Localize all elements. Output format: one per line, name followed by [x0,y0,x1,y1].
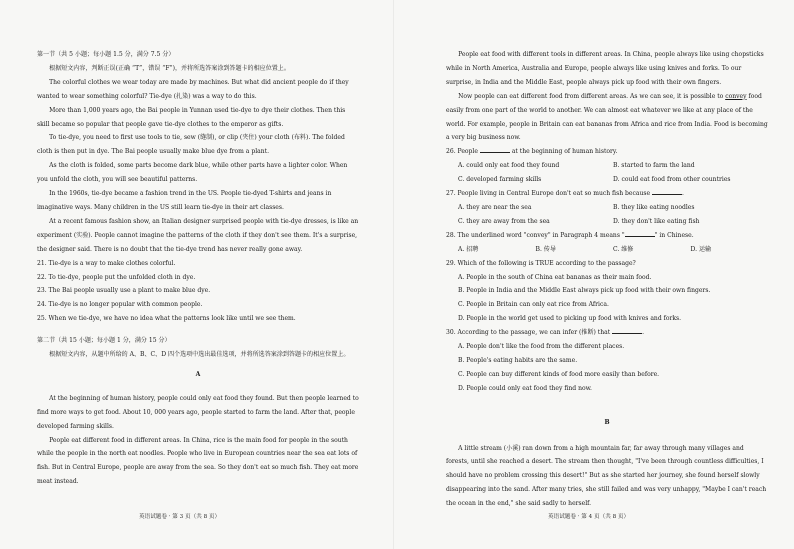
passage-paragraph: In the 1960s, tie-dye became a fashion trend in the US. People tie-dyed T-shirts and jeans in imaginative ways. Many children in the US still learn tie-dye in their art classes. [37,190,332,211]
option: B. People's eating habits are the same. [458,356,578,364]
passage-b-label: B [604,418,610,426]
left-page [37,48,359,489]
answer-blank [625,230,655,237]
question-28-options [446,243,768,257]
answer-blank [652,188,682,195]
passage-paragraph: Now people can eat different food from different areas. As we can see, it is possible to convey food easily from one part of the world to another. We can almost eat whatever we like at any place of the world. For example, people in Britain can eat bananas from Africa and rice from India. Food is becoming a very big business now. [446,92,768,142]
question-27: 27. People living in Central Europe don't eat so much fish because . [446,190,684,198]
option: C. they are away from the sea [458,217,550,225]
option: D. they don't like eating fish [613,217,700,225]
option: C. developed farming skills [458,176,542,184]
option: A. People don't like the food from the different places. [458,343,625,351]
answer-blank [480,146,510,153]
option: B. People in India and the Middle East always pick up food with their own fingers. [458,287,711,295]
page-footer-right: 英语试题卷 · 第 4 页（共 8 页） [548,514,630,520]
question-25: 25. When we tie-dye, we have no idea what the patterns look like until we see them. [37,315,296,323]
question-26: 26. People at the beginning of human history. [446,148,618,156]
passage-paragraph: At the beginning of human history, people could only eat food they found. But then people learned to find more ways to get food. About 10, 000 years ago, people started to farm the land. After that, people developed farming skills. [37,394,359,430]
passage-paragraph: People eat food with different tools in different areas. In China, people always like using chopsticks while in North America, Australia and Europe, people always like using knives and forks. To our surprise, in India and the Middle East, people always pick up food with their own fingers. [446,51,764,86]
answer-blank [612,327,642,334]
page-fold [393,0,394,549]
question-21: 21. Tie-dye is a way to make clothes colorful. [37,259,176,267]
section-1-header: 第一节（共 5 小题；每小题 1.5 分，满分 7.5 分） [37,51,175,58]
passage-paragraph: More than 1,000 years ago, the Bai people in Yunnan used tie-dye to dye their clothes. Then this skill became so popular that people gave tie-dye clothes to the emperor as gifts. [37,106,346,128]
question-23: 23. The Bai people usually use a plant to make blue dye. [37,287,211,295]
passage-a-label: A [195,370,201,378]
option: B. started to farm the land [613,162,695,170]
question-29: 29. Which of the following is TRUE according to the passage? [446,259,636,267]
option: A. 招聘 [458,245,479,253]
passage-paragraph: As the cloth is folded, some parts become dark blue, while other parts have a lighter color. When you unfold the cloth, you will see beautiful patterns. [37,162,348,184]
section-2-instructions: 根据短文内容，从题中所给的 A、B、C、D 四个选项中选出最佳选项，并将所选答案涂到答题卡的相应位置上。 [49,351,350,359]
option: D. could eat food from other countries [613,176,731,184]
option: D. People could only eat food they find now. [458,384,592,392]
option: D. People in the world get used to picking up food with knives and forks. [458,315,682,323]
option: B. 传导 [535,245,556,253]
passage-paragraph: At a recent famous fashion show, an Italian designer surprised people with tie-dye dresses, is like an experiment (实验). People cannot imagine the patterns of the cloth if they don't see them. It's a surprise, the designer said. There is no doubt that the tie-dye trend has never really gone away. [37,217,359,253]
option: A. could only eat food they found [458,162,560,170]
section-2-header: 第二节（共 15 小题；每小题 1 分，满分 15 分） [37,337,171,345]
option: C. People can buy different kinds of food more easily than before. [458,370,660,378]
section-1-instructions: 根据短文内容，判断正误(正确 “T”，错误 “F”)，并将所选答案涂到答题卡的相应位置上。 [49,64,290,72]
option: B. they like eating noodles [613,203,695,211]
question-22: 22. To tie-dye, people put the unfolded cloth in dye. [37,273,196,281]
question-28: 28. The underlined word "convey" in Paragraph 4 means " " in Chinese. [446,231,694,239]
page-footer-left: 英语试题卷 · 第 3 页（共 8 页） [139,514,221,520]
option: D. 运输 [690,245,712,253]
passage-paragraph: To tie-dye, you need to first use tools to tie, sew (缝制), or clip (夹住) your cloth (布料). The folded cloth is then put in dye. The Bai people usually make blue dye from a plant. [37,134,345,156]
passage-paragraph: People eat different food in different areas. In China, rice is the main food for people in the south while the people in the north eat noodles. People who live in European countries near the sea eat lots of fish. But in Central Europe, people are away from the sea. So they don't eat so much fish. They eat more meat instead. [37,436,359,486]
question-26-options [446,159,768,187]
option: A. People in the south of China eat bananas as their main food. [458,273,652,281]
option: C. 维修 [613,245,634,253]
option: C. People in Britain can only eat rice from Africa. [458,301,609,309]
underlined-word: convey [725,92,747,100]
question-24: 24. Tie-dye is no longer popular with common people. [37,301,203,309]
passage-paragraph: The colorful clothes we wear today are made by machines. But what did ancient people do if they wanted to wear something colorful? Tie-dye (扎染) was a way to do this. [37,78,349,100]
passage-paragraph: A little stream (小溪) ran down from a high mountain far, far away through many villages and forests, until she reached a desert. The stream then thought, "I've been through countless difficulties, I should have no problem crossing this desert!" But as she started her journey, she found herself slowly disappearing into the sand. After many tries, she still failed and was very unhappy, "Maybe I can't reach the ocean in the end," she said sadly to herself. [446,444,767,508]
question-27-options [446,201,768,229]
right-page [446,48,768,511]
option: A. they are near the sea [458,203,532,211]
question-30: 30. According to the passage, we can infer (推断) that . [446,329,645,337]
